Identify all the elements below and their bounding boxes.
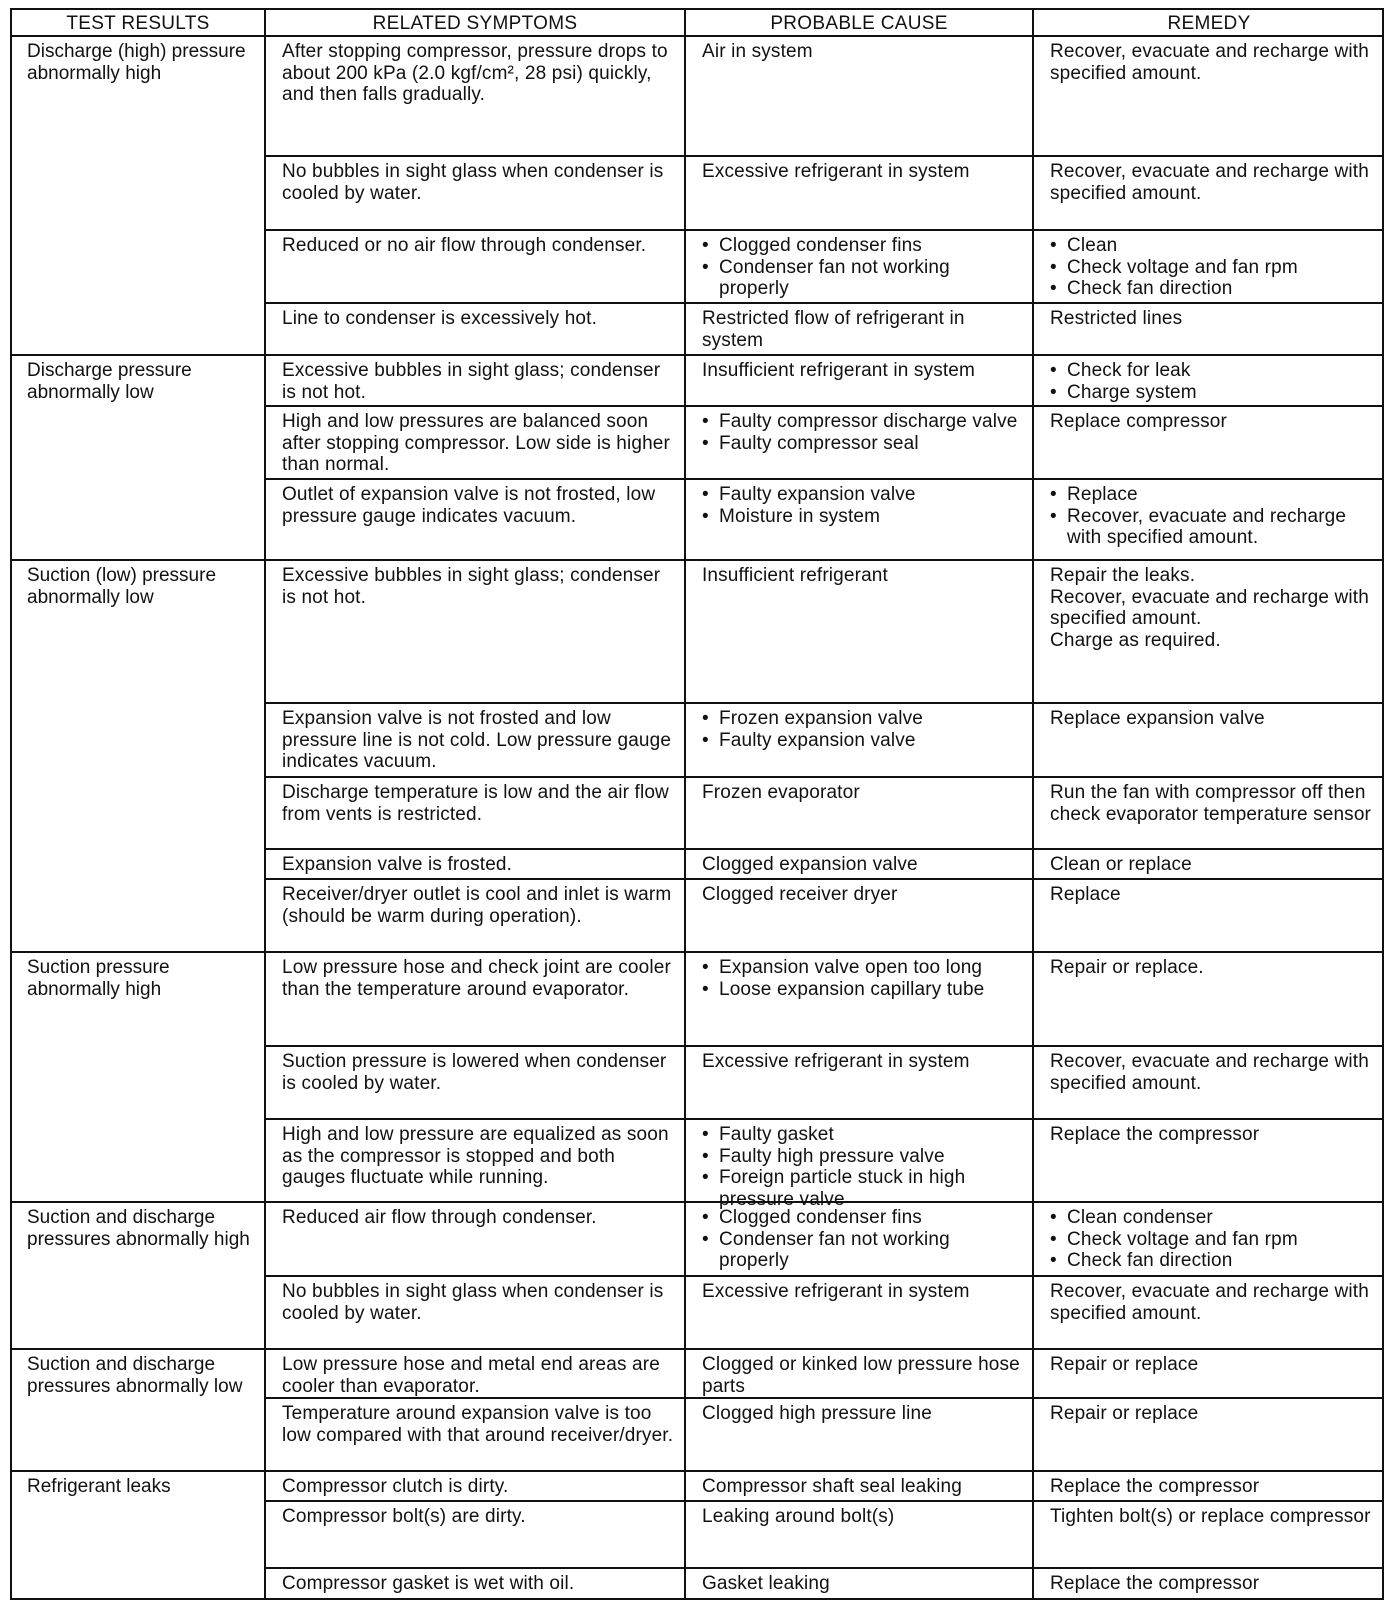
cause-line: Clogged or kinked low pressure hose parts <box>702 1354 1020 1397</box>
symptom-cell: Expansion valve is frosted. <box>266 850 686 880</box>
symptom-cell: Compressor clutch is dirty. <box>266 1472 686 1502</box>
cause-bullet-list <box>702 957 1022 1000</box>
remedy-cell <box>1034 850 1384 880</box>
cause-bullet-item: • Clogged condenser fins <box>702 1207 1022 1229</box>
test-result-label: Discharge (high) pressure abnormally high <box>12 37 266 356</box>
symptom-cell: Reduced or no air flow through condenser. <box>266 231 686 304</box>
cause-cell <box>686 231 1034 304</box>
remedy-cell <box>1034 953 1384 1047</box>
remedy-bullet-item: • Check voltage and fan rpm <box>1050 257 1374 279</box>
symptom-cell: Excessive bubbles in sight glass; condenser is not hot. <box>266 561 686 704</box>
cause-bullet-item: • Foreign particle stuck in high pressure valve <box>702 1167 1022 1210</box>
cause-cell <box>686 480 1034 561</box>
remedy-cell <box>1034 231 1384 304</box>
symptom-cell: No bubbles in sight glass when condenser is cooled by water. <box>266 157 686 231</box>
cause-cell <box>686 850 1034 880</box>
cause-bullet-item: • Clogged condenser fins <box>702 235 1022 257</box>
symptom-cell: Compressor bolt(s) are dirty. <box>266 1502 686 1569</box>
remedy-cell <box>1034 304 1384 356</box>
remedy-line: Replace expansion valve <box>1050 708 1265 729</box>
header-remedy: REMEDY <box>1034 10 1384 37</box>
remedy-cell <box>1034 157 1384 231</box>
symptom-cell: After stopping compressor, pressure drops to about 200 kPa (2.0 kgf/cm², 28 psi) quickly, and then falls gradually. <box>266 37 686 157</box>
troubleshooting-table <box>10 8 1384 1600</box>
remedy-bullet-list <box>1050 484 1374 549</box>
remedy-cell <box>1034 37 1384 157</box>
remedy-line: Restricted lines <box>1050 308 1183 329</box>
cause-bullet-item: • Condenser fan not working properly <box>702 257 1022 300</box>
remedy-cell <box>1034 704 1384 778</box>
header-probable-cause: PROBABLE CAUSE <box>686 10 1034 37</box>
cause-line: Air in system <box>702 41 813 62</box>
cause-line: Excessive refrigerant in system <box>702 1051 970 1072</box>
cause-bullet-item: • Loose expansion capillary tube <box>702 979 1022 1001</box>
cause-bullet-list <box>702 411 1022 454</box>
symptom-cell: Line to condenser is excessively hot. <box>266 304 686 356</box>
cause-cell <box>686 1350 1034 1399</box>
remedy-cell <box>1034 1203 1384 1277</box>
cause-cell <box>686 704 1034 778</box>
cause-bullet-list <box>702 708 1022 751</box>
symptom-cell: Outlet of expansion valve is not frosted, low pressure gauge indicates vacuum. <box>266 480 686 561</box>
cause-bullet-item: • Condenser fan not working properly <box>702 1229 1022 1272</box>
remedy-bullet-item: • Recover, evacuate and recharge with specified amount. <box>1050 506 1374 549</box>
cause-bullet-list <box>702 1124 1022 1210</box>
symptom-cell: Low pressure hose and metal end areas are cooler than evaporator. <box>266 1350 686 1399</box>
remedy-line: Replace <box>1050 884 1121 905</box>
cause-bullet-list <box>702 484 1022 527</box>
remedy-bullet-item: • Clean condenser <box>1050 1207 1374 1229</box>
cause-line: Clogged expansion valve <box>702 854 918 875</box>
test-result-label: Suction and discharge pressures abnormally low <box>12 1350 266 1472</box>
cause-cell <box>686 407 1034 480</box>
cause-cell <box>686 1120 1034 1210</box>
remedy-cell <box>1034 1472 1384 1502</box>
cause-bullet-item: • Faulty compressor discharge valve <box>702 411 1022 433</box>
symptom-cell: High and low pressure are equalized as soon as the compressor is stopped and both gauges fluctuate while running. <box>266 1120 686 1203</box>
test-result-label: Suction (low) pressure abnormally low <box>12 561 266 953</box>
cause-line: Frozen evaporator <box>702 782 860 803</box>
remedy-line: Replace the compressor <box>1050 1476 1260 1497</box>
remedy-cell <box>1034 1399 1384 1472</box>
remedy-cell <box>1034 1120 1384 1203</box>
header-related-symptoms: RELATED SYMPTOMS <box>266 10 686 37</box>
remedy-line: Recover, evacuate and recharge with specified amount. <box>1050 586 1369 629</box>
remedy-line: Recover, evacuate and recharge with specified amount. <box>1050 41 1369 84</box>
cause-line: Clogged high pressure line <box>702 1403 932 1424</box>
test-result-label: Refrigerant leaks <box>12 1472 266 1600</box>
cause-cell <box>686 1047 1034 1120</box>
cause-cell <box>686 157 1034 231</box>
cause-bullet-item: • Expansion valve open too long <box>702 957 1022 979</box>
remedy-bullet-item: • Check for leak <box>1050 360 1374 382</box>
cause-bullet-item: • Faulty compressor seal <box>702 433 1022 455</box>
remedy-cell <box>1034 1047 1384 1120</box>
remedy-cell <box>1034 1569 1384 1600</box>
cause-cell <box>686 1502 1034 1569</box>
remedy-bullet-item: • Clean <box>1050 235 1374 257</box>
cause-cell <box>686 356 1034 407</box>
cause-line: Compressor shaft seal leaking <box>702 1476 962 1497</box>
cause-cell <box>686 953 1034 1047</box>
remedy-line: Replace the compressor <box>1050 1124 1260 1145</box>
remedy-cell <box>1034 480 1384 561</box>
remedy-line: Clean or replace <box>1050 854 1192 875</box>
cause-bullet-item: • Faulty gasket <box>702 1124 1022 1146</box>
cause-cell <box>686 1399 1034 1472</box>
cause-line: Excessive refrigerant in system <box>702 161 970 182</box>
symptom-cell: Low pressure hose and check joint are cooler than the temperature around evaporator. <box>266 953 686 1047</box>
cause-cell <box>686 880 1034 953</box>
remedy-line: Run the fan with compressor off then check evaporator temperature sensor <box>1050 782 1372 825</box>
cause-line: Clogged receiver dryer <box>702 884 898 905</box>
symptom-cell: Excessive bubbles in sight glass; condenser is not hot. <box>266 356 686 407</box>
remedy-bullet-item: • Check fan direction <box>1050 278 1374 300</box>
remedy-line: Tighten bolt(s) or replace compressor <box>1050 1506 1371 1527</box>
remedy-bullet-list <box>1050 360 1374 403</box>
remedy-cell <box>1034 880 1384 953</box>
cause-line: Excessive refrigerant in system <box>702 1281 970 1302</box>
cause-bullet-item: • Moisture in system <box>702 506 1022 528</box>
symptom-cell: Suction pressure is lowered when condenser is cooled by water. <box>266 1047 686 1120</box>
remedy-bullet-item: • Check voltage and fan rpm <box>1050 1229 1374 1251</box>
remedy-line: Repair or replace <box>1050 1403 1199 1424</box>
remedy-bullet-item: • Check fan direction <box>1050 1250 1374 1272</box>
remedy-line: Replace compressor <box>1050 411 1227 432</box>
remedy-cell <box>1034 561 1384 704</box>
remedy-cell <box>1034 1277 1384 1350</box>
cause-bullet-item: • Faulty expansion valve <box>702 730 1022 752</box>
remedy-line: Repair or replace. <box>1050 957 1204 978</box>
cause-cell <box>686 561 1034 704</box>
symptom-cell: Expansion valve is not frosted and low pressure line is not cold. Low pressure gauge indicates vacuum. <box>266 704 686 778</box>
symptom-cell: Temperature around expansion valve is too low compared with that around receiver/dryer. <box>266 1399 686 1472</box>
symptom-cell: No bubbles in sight glass when condenser is cooled by water. <box>266 1277 686 1350</box>
remedy-bullet-item: • Replace <box>1050 484 1374 506</box>
test-result-label: Suction pressure abnormally high <box>12 953 266 1203</box>
remedy-cell <box>1034 407 1384 480</box>
remedy-cell <box>1034 778 1384 850</box>
symptom-cell: Reduced air flow through condenser. <box>266 1203 686 1277</box>
remedy-cell <box>1034 1502 1384 1569</box>
remedy-bullet-list <box>1050 1207 1374 1272</box>
symptom-cell: Discharge temperature is low and the air flow from vents is restricted. <box>266 778 686 850</box>
test-result-label: Discharge pressure abnormally low <box>12 356 266 561</box>
cause-cell <box>686 1277 1034 1350</box>
remedy-line: Recover, evacuate and recharge with specified amount. <box>1050 1281 1369 1324</box>
remedy-bullet-list <box>1050 235 1374 300</box>
remedy-cell <box>1034 356 1384 407</box>
remedy-cell <box>1034 1350 1384 1399</box>
cause-bullet-list <box>702 235 1022 300</box>
remedy-line: Recover, evacuate and recharge with specified amount. <box>1050 1051 1369 1094</box>
remedy-line: Recover, evacuate and recharge with specified amount. <box>1050 161 1369 204</box>
cause-cell <box>686 37 1034 157</box>
symptom-cell: Receiver/dryer outlet is cool and inlet is warm (should be warm during operation). <box>266 880 686 953</box>
remedy-line: Repair or replace <box>1050 1354 1199 1375</box>
cause-line: Gasket leaking <box>702 1573 830 1594</box>
cause-bullet-item: • Faulty expansion valve <box>702 484 1022 506</box>
remedy-bullet-item: • Charge system <box>1050 382 1374 404</box>
cause-cell <box>686 1472 1034 1502</box>
cause-line: Restricted flow of refrigerant in system <box>702 308 965 351</box>
cause-line: Insufficient refrigerant in system <box>702 360 975 381</box>
symptom-cell: High and low pressures are balanced soon after stopping compressor. Low side is higher than normal. <box>266 407 686 480</box>
header-test-results: TEST RESULTS <box>12 10 266 37</box>
cause-bullet-list <box>702 1207 1022 1272</box>
remedy-line: Charge as required. <box>1050 629 1221 651</box>
remedy-line: Repair the leaks. <box>1050 565 1196 586</box>
cause-cell <box>686 1569 1034 1600</box>
cause-bullet-item: • Frozen expansion valve <box>702 708 1022 730</box>
cause-cell <box>686 778 1034 850</box>
symptom-cell: Compressor gasket is wet with oil. <box>266 1569 686 1600</box>
remedy-line: Replace the compressor <box>1050 1573 1260 1594</box>
cause-cell <box>686 1203 1034 1277</box>
cause-bullet-item: • Faulty high pressure valve <box>702 1146 1022 1168</box>
cause-line: Insufficient refrigerant <box>702 565 888 586</box>
cause-line: Leaking around bolt(s) <box>702 1506 895 1527</box>
test-result-label: Suction and discharge pressures abnormally high <box>12 1203 266 1350</box>
cause-cell <box>686 304 1034 356</box>
